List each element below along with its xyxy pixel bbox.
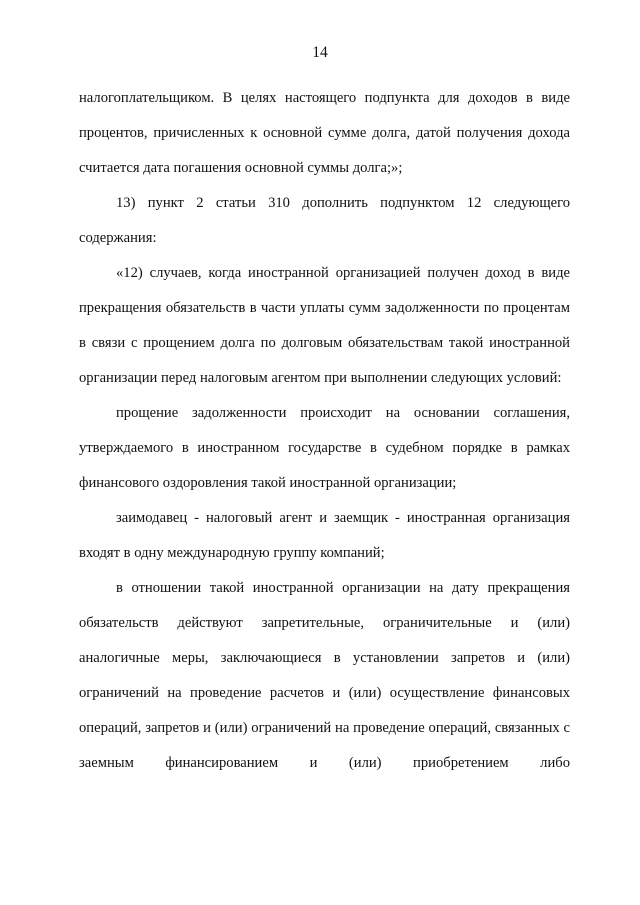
document-body: [79, 81, 570, 781]
paragraph-condition-2: заимодавец - налоговый агент и заемщик - иностранная организация входят в одну международную группу компаний;: [79, 510, 570, 561]
paragraph-condition-1: прощение задолженности происходит на основании соглашения, утверждаемого в иностранном государстве в судебном порядке в рамках финансового оздоровления такой иностранной организации;: [79, 405, 570, 491]
paragraph-continuation: налогоплательщиком. В целях настоящего подпункта для доходов в виде процентов, причисленных к основной сумме долга, датой получения дохода считается дата погашения основной суммы долга;»;: [79, 90, 570, 176]
paragraph-item-13: 13) пункт 2 статьи 310 дополнить подпунктом 12 следующего содержания:: [79, 195, 570, 246]
page-number: 14: [312, 44, 328, 61]
paragraph-condition-3: в отношении такой иностранной организации на дату прекращения обязательств действуют запретительные, ограничительные и (или) аналогичные меры, заключающиеся в установлении запретов и (или) ограничений на проведение расчетов и (или) осуществление финансовых операций, запретов и (или) ограничений на проведение операций, связанных с заемным финансированием и (или) приобретением либо: [79, 580, 570, 771]
paragraph-item-12: «12) случаев, когда иностранной организацией получен доход в виде прекращения обязательств в части уплаты сумм задолженности по процентам в связи с прощением долга по долговым обязательствам такой иностранной организации перед налоговым агентом при выполнении следующих условий:: [79, 265, 570, 386]
